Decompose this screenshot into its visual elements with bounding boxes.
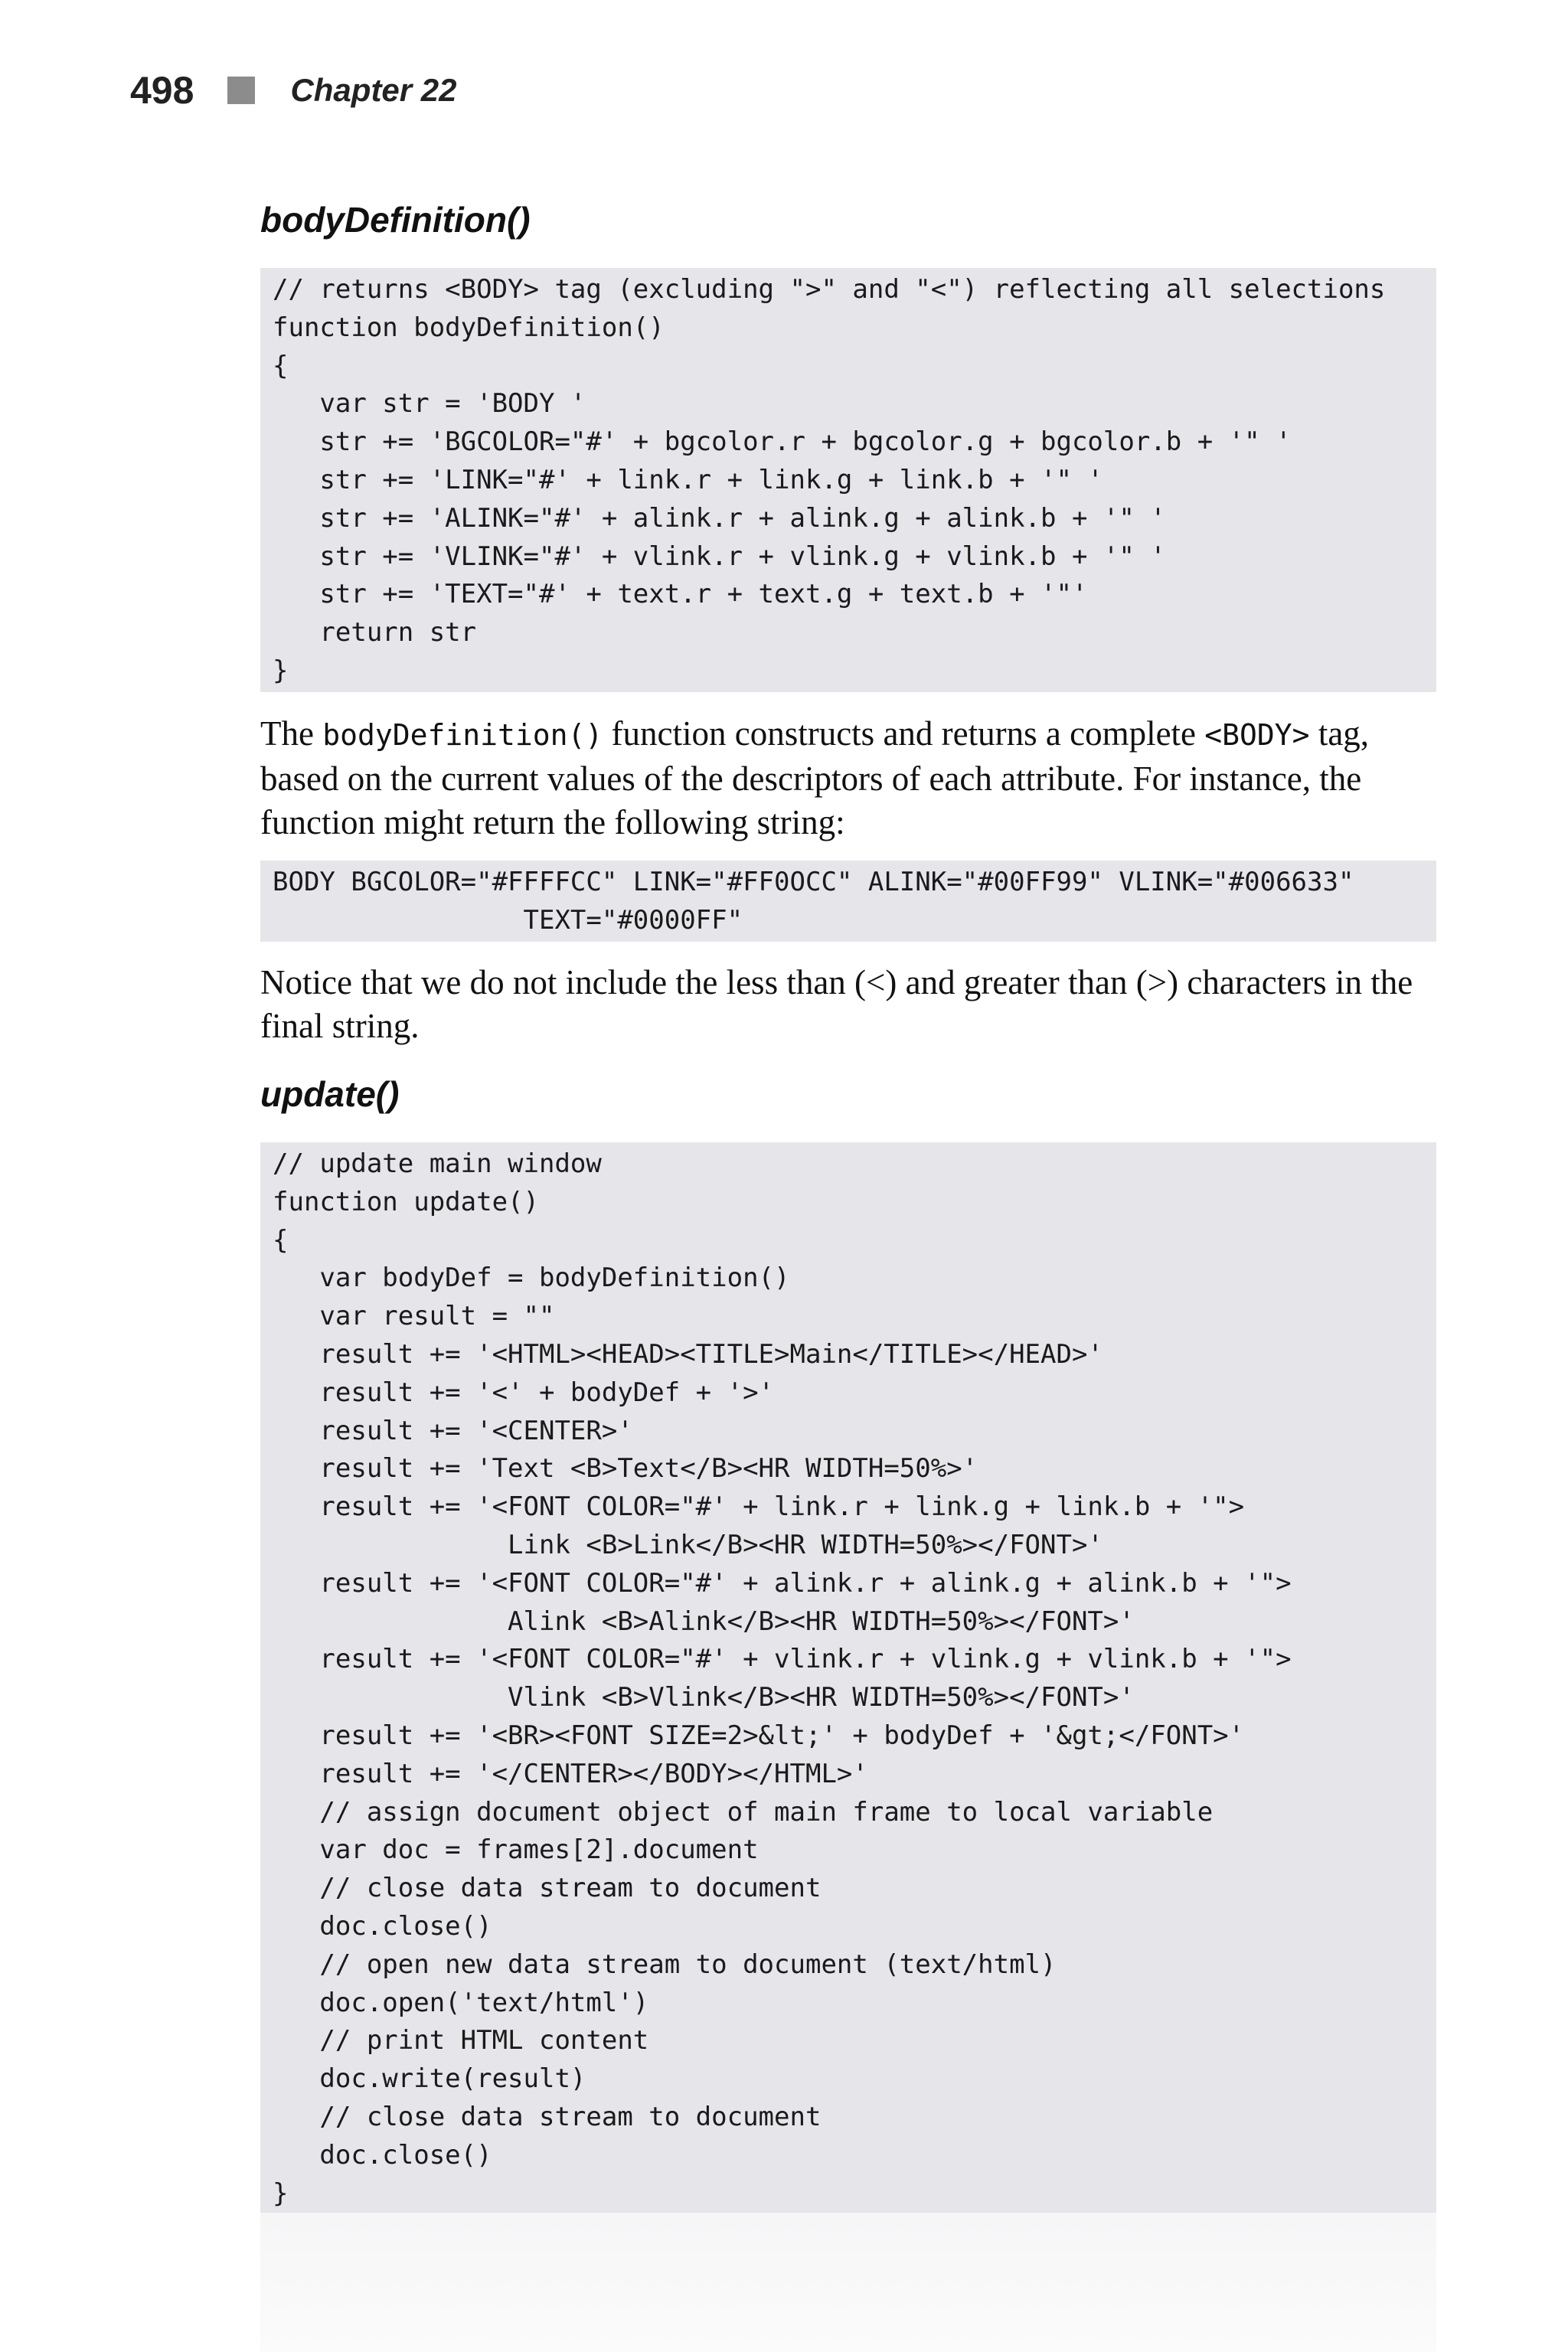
code-line: result += '<HTML><HEAD><TITLE>Main</TITLE></HEAD>' <box>273 1338 1103 1370</box>
code-block-update <box>260 1142 1436 2214</box>
page-bottom-shade <box>260 2213 1436 2352</box>
code-line: str += 'VLINK="#' + vlink.r + vlink.g + vlink.b + '" ' <box>273 541 1166 572</box>
section-heading-bodydefinition: bodyDefinition() <box>260 200 531 240</box>
code-line: function update() <box>273 1186 539 1217</box>
running-header <box>130 66 457 115</box>
code-line: Vlink <B>Vlink</B><HR WIDTH=50%></FONT>' <box>273 1682 1135 1713</box>
square-bullet-icon <box>227 77 255 104</box>
code-line: doc.close() <box>273 2139 492 2171</box>
code-line: str += 'BGCOLOR="#' + bgcolor.r + bgcolor.g + bgcolor.b + '" ' <box>273 426 1292 458</box>
code-line: str += 'TEXT="#' + text.r + text.g + text.b + '"' <box>273 579 1088 610</box>
code-line: { <box>273 1224 289 1256</box>
code-line: var result = "" <box>273 1301 555 1332</box>
code-line: // update main window <box>273 1148 602 1179</box>
code-line: } <box>273 2177 289 2209</box>
inline-code-function: bodyDefinition() <box>322 718 603 752</box>
code-line: function bodyDefinition() <box>273 312 665 343</box>
code-line: Link <B>Link</B><HR WIDTH=50%></FONT>' <box>273 1529 1103 1560</box>
code-line: result += 'Text <B>Text</B><HR WIDTH=50%>' <box>273 1453 978 1485</box>
code-line: // open new data stream to document (text/html) <box>273 1949 1057 1980</box>
code-line: return str <box>273 617 477 648</box>
paragraph-note: Notice that we do not include the less than (<) and greater than (>) characters in the final string. <box>260 963 1413 1045</box>
code-line: str += 'ALINK="#' + alink.r + alink.g + alink.b + '" ' <box>273 502 1166 534</box>
chapter-title: Chapter 22 <box>290 72 457 108</box>
code-line: result += '<FONT COLOR="#' + link.r + link.g + link.b + '"> <box>273 1491 1245 1523</box>
code-line: // close data stream to document <box>273 2101 822 2132</box>
code-line: BODY BGCOLOR="#FFFFCC" LINK="#FF0OCC" ALINK="#00FF99" VLINK="#006633" <box>273 867 1354 897</box>
code-line: result += '</CENTER></BODY></HTML>' <box>273 1758 868 1789</box>
section-heading-update: update() <box>260 1074 400 1114</box>
code-line: var str = 'BODY ' <box>273 388 586 420</box>
code-line: // print HTML content <box>273 2025 649 2056</box>
code-block-sample-output <box>260 861 1436 942</box>
paragraph-text: function constructs and returns a complete <box>603 714 1205 753</box>
code-block-bodydefinition <box>260 268 1436 692</box>
code-line: result += '<BR><FONT SIZE=2>&lt;' + bodyDef + '&gt;</FONT>' <box>273 1720 1245 1751</box>
code-line: doc.close() <box>273 1910 492 1942</box>
paragraph-bodydefinition-description <box>260 712 1436 844</box>
code-line: doc.open('text/html') <box>273 1987 649 2018</box>
inline-code-body-tag: <BODY> <box>1204 718 1310 752</box>
code-line: // returns <BODY> tag (excluding ">" and "<") reflecting all selections <box>273 274 1386 305</box>
code-line: { <box>273 350 289 381</box>
code-line: str += 'LINK="#' + link.r + link.g + link.b + '" ' <box>273 464 1103 495</box>
code-line: // assign document object of main frame to local variable <box>273 1796 1214 1828</box>
code-line: Alink <B>Alink</B><HR WIDTH=50%></FONT>' <box>273 1606 1135 1637</box>
paragraph-text: tag, based on the current values of the descriptors of each attribute. For instance, the function might return the following string: <box>260 714 1370 841</box>
code-line: doc.write(result) <box>273 2063 586 2095</box>
code-line: result += '<CENTER>' <box>273 1415 633 1446</box>
code-line: TEXT="#0000FF" <box>273 904 743 936</box>
code-line: result += '<FONT COLOR="#' + alink.r + alink.g + alink.b + '"> <box>273 1567 1292 1599</box>
paragraph-text: The <box>260 714 323 753</box>
code-line: var bodyDef = bodyDefinition() <box>273 1263 790 1294</box>
code-line: } <box>273 655 289 686</box>
code-line: // close data stream to document <box>273 1873 822 1904</box>
page-number: 498 <box>130 69 194 112</box>
code-line: result += '<FONT COLOR="#' + vlink.r + vlink.g + vlink.b + '"> <box>273 1644 1292 1675</box>
code-line: result += '<' + bodyDef + '>' <box>273 1377 775 1408</box>
code-line: var doc = frames[2].document <box>273 1834 759 1866</box>
